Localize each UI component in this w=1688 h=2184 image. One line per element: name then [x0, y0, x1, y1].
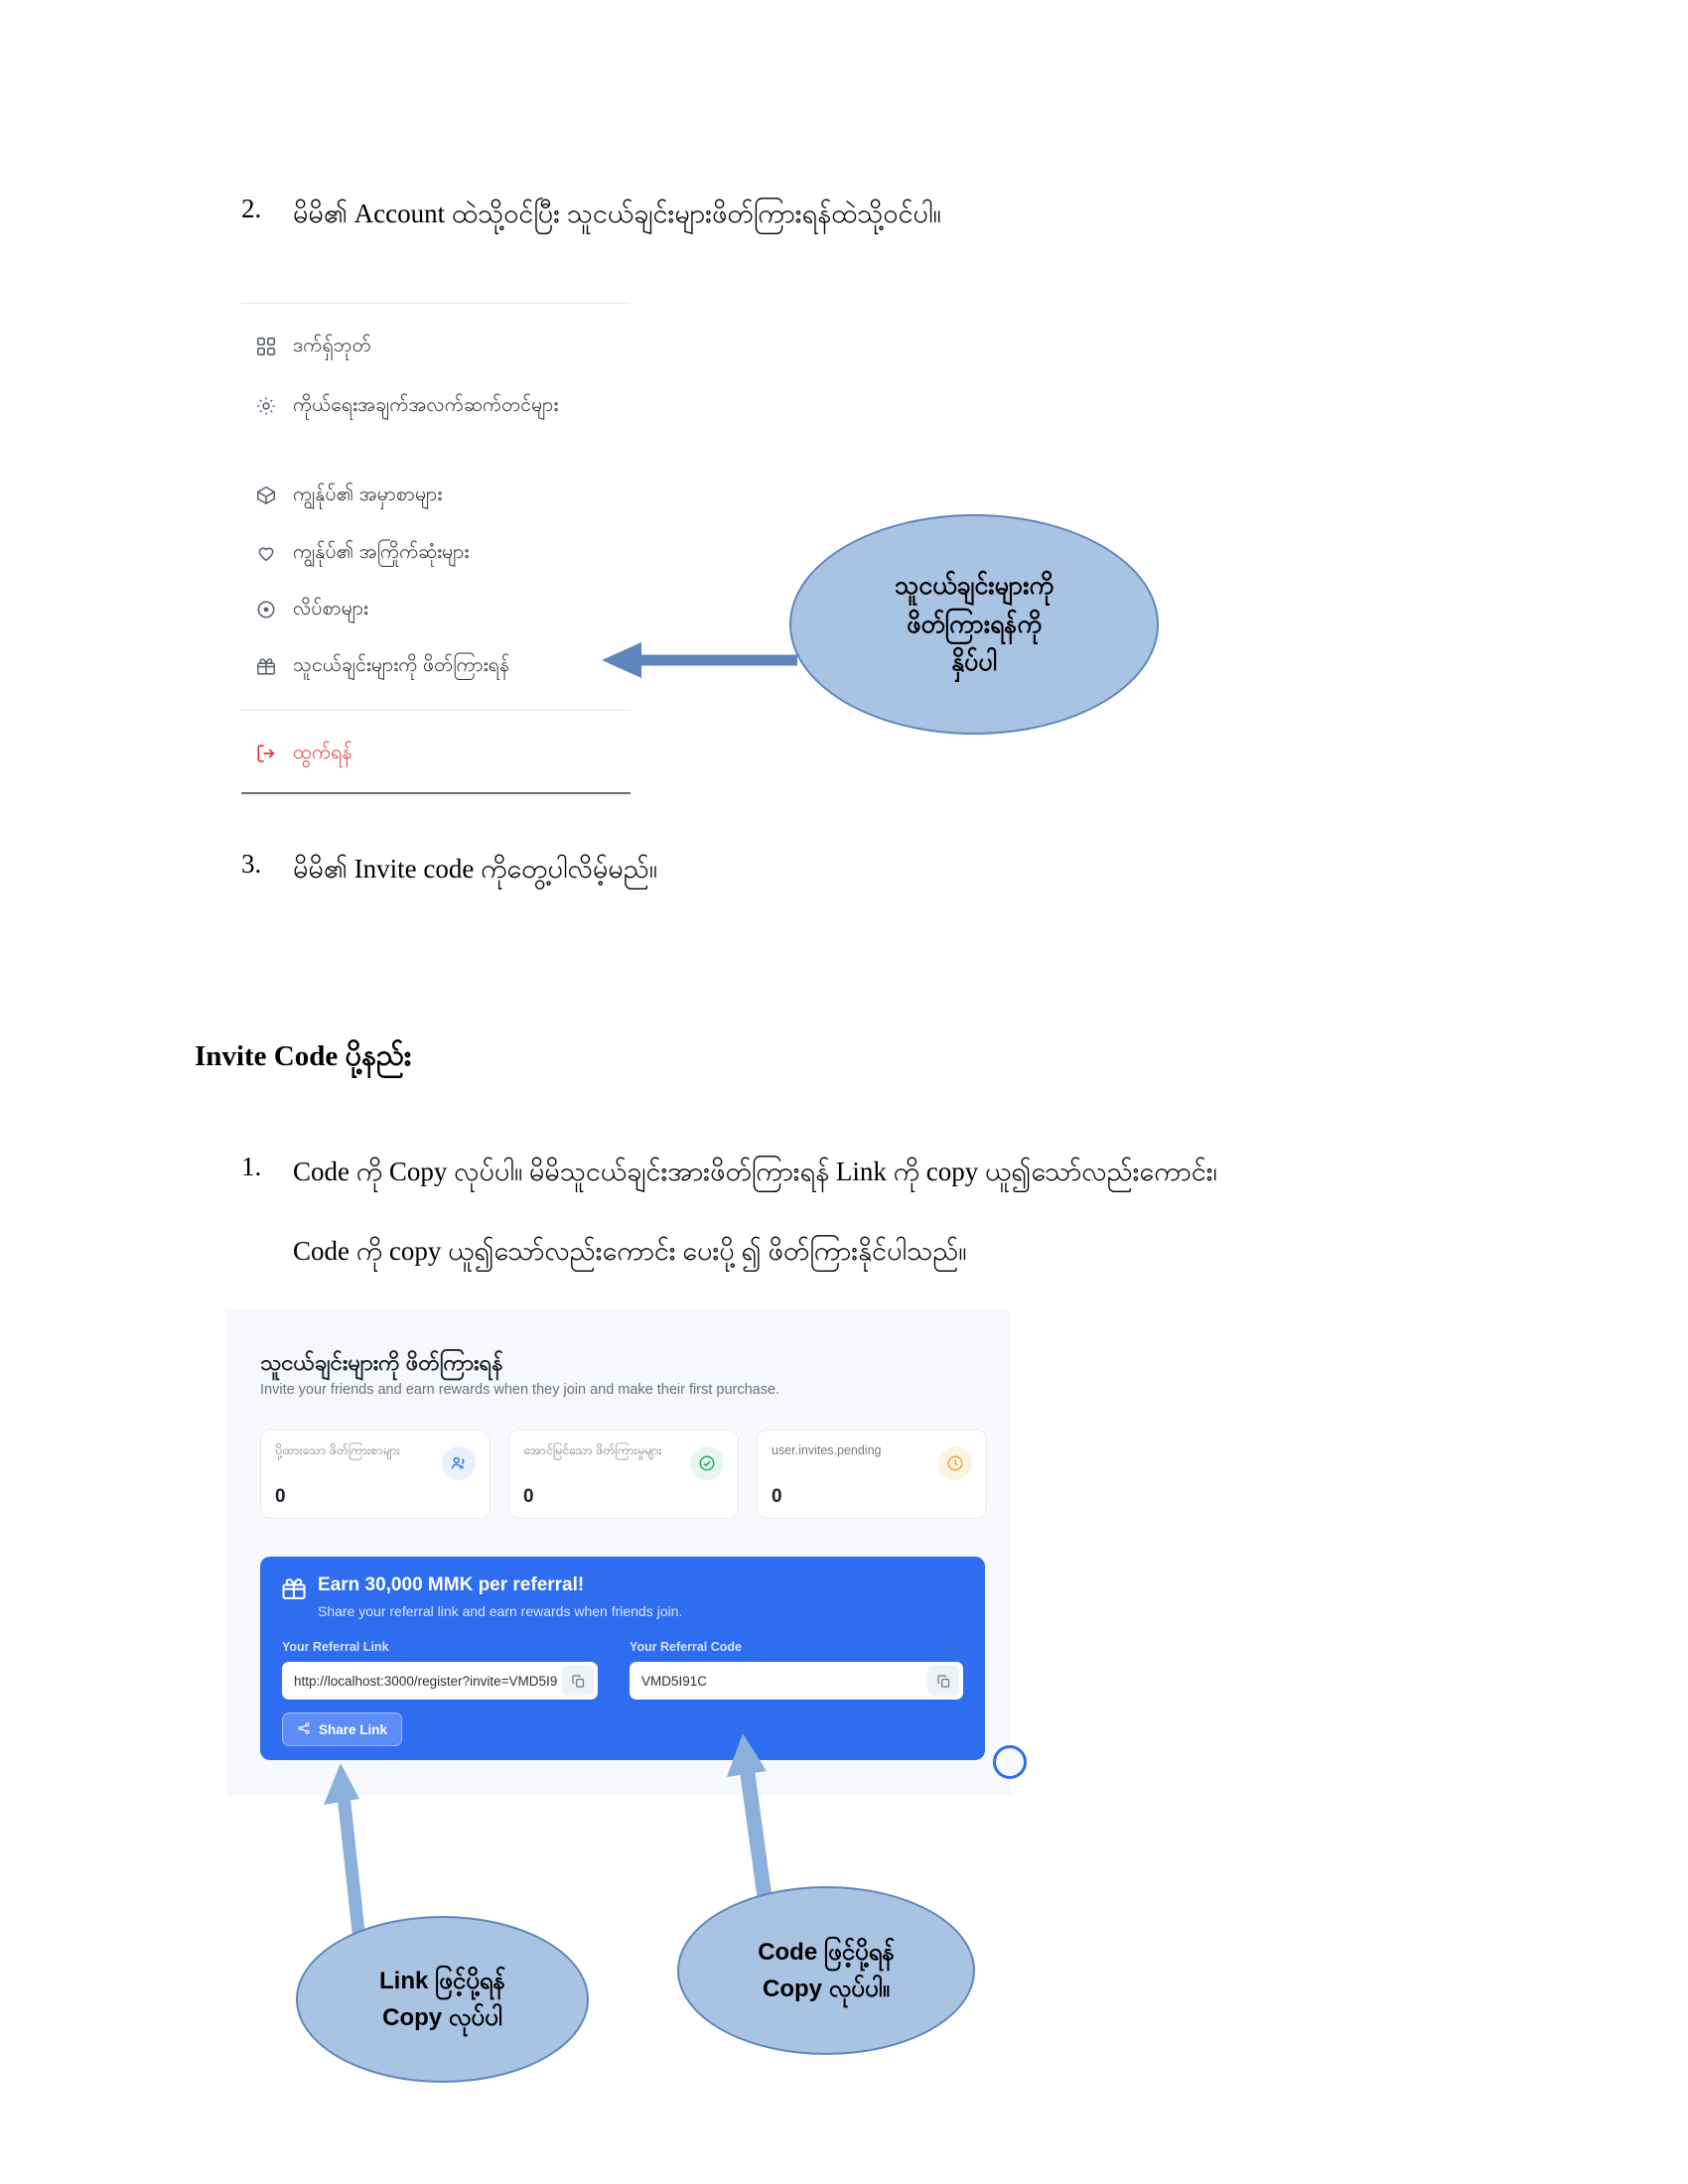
banner-title: Earn 30,000 MMK per referral! [318, 1574, 585, 1595]
copy-code-button[interactable] [927, 1666, 959, 1696]
share-link-button[interactable] [282, 1712, 402, 1746]
logout-button[interactable] [253, 740, 621, 766]
sidebar-item-my-orders[interactable] [253, 481, 621, 508]
arrow-to-share-link [308, 1757, 387, 1946]
callout-code-line-1: Code ဖြင့်ပို့ရန် [758, 1938, 895, 1966]
gift-icon [280, 1574, 308, 1602]
instruction-number: 1. [241, 1152, 262, 1181]
callout-code-line-2: Copy လုပ်ပါ။ [763, 1976, 890, 2002]
referral-panel-subtitle: Invite your friends and earn rewards when they join and make their first purchase. [260, 1382, 780, 1398]
step-2-number: 2. [241, 194, 262, 223]
sidebar-item-label: ကျွန်ုပ်၏ အကြိုက်ဆုံးများ [293, 541, 470, 563]
location-icon [253, 597, 279, 622]
stat-label: အောင်မြင်သော ဖိတ်ကြားမှုများ [523, 1443, 662, 1457]
stat-label: ပို့ထားသော ဖိတ်ကြားစာများ [275, 1443, 401, 1457]
gift-icon [253, 653, 279, 679]
stat-card-successful [508, 1430, 739, 1519]
referral-link-value: http://localhost:3000/register?invite=VMD5I9 [294, 1673, 558, 1689]
callout-link-line-1: Link ဖြင့်ပို့ရန် [379, 1967, 505, 1994]
share-link-label: Share Link [319, 1721, 388, 1737]
callout-link-line-2: Copy လုပ်ပါ [382, 2004, 502, 2031]
instruction-line-2: Code ကို copy ယူ၍သော်လည်းကောင်း ပေးပို့၍ ဖိတ်ကြားနိုင်ပါသည်။ [293, 1236, 967, 1266]
heart-icon [253, 540, 279, 566]
sidebar-item-profile-settings[interactable] [253, 392, 581, 419]
menu-top-divider [241, 303, 631, 304]
sidebar-item-label: သူငယ်ချင်းများကို ဖိတ်ကြားရန် [293, 654, 510, 676]
referral-code-label: Your Referral Code [630, 1640, 742, 1654]
step-3-text: မိမိ၏ Invite code ကိုတွေ့ပါလိမ့်မည်။ [293, 854, 657, 884]
sidebar-item-addresses[interactable] [253, 596, 621, 622]
stat-value: 0 [523, 1486, 534, 1507]
share-icon [297, 1721, 311, 1738]
callout-invite-friends [789, 514, 1159, 735]
panel-edge-circle [993, 1745, 1027, 1779]
arrow-to-invite-item [594, 640, 802, 680]
referral-banner [260, 1557, 985, 1760]
step-3-number: 3. [241, 849, 262, 879]
dashboard-icon [253, 334, 279, 359]
stat-value: 0 [772, 1486, 782, 1507]
sidebar-item-favourites[interactable] [253, 539, 621, 566]
referral-link-label: Your Referral Link [282, 1640, 389, 1654]
page-heading: Invite Code ပို့နည်း [195, 1040, 412, 1072]
stat-label: user.invites.pending [772, 1443, 882, 1457]
clock-icon [938, 1446, 972, 1480]
banner-subtitle: Share your referral link and earn rewards when friends join. [318, 1603, 683, 1619]
referral-code-value: VMD5I91C [641, 1673, 708, 1689]
referral-link-field[interactable] [282, 1662, 598, 1700]
menu-bottom-divider [241, 792, 631, 794]
referral-panel-title: သူငယ်ချင်းများကို ဖိတ်ကြားရန် [260, 1350, 503, 1375]
menu-divider [241, 710, 631, 711]
gear-icon [253, 393, 279, 419]
instruction-line-1: Code ကို Copy လုပ်ပါ။ မိမိသူငယ်ချင်းအားဖိတ်ကြားရန် Link ကို copy ယူ၍သော်လည်းကောင်း၊ [293, 1157, 1217, 1186]
people-icon [442, 1446, 476, 1480]
sidebar-item-label: ဒက်ရှ်ဘုတ် [293, 335, 371, 356]
check-circle-icon [690, 1446, 724, 1480]
stat-card-sent [260, 1430, 491, 1519]
box-icon [253, 482, 279, 508]
sidebar-item-invite-friends[interactable] [253, 652, 621, 679]
stat-value: 0 [275, 1486, 286, 1507]
step-2-text: မိမိ၏ Account ထဲသို့ဝင်ပြီး သူငယ်ချင်းများဖိတ်ကြားရန်ထဲသို့ဝင်ပါ။ [293, 199, 941, 228]
callout-code-copy [677, 1886, 975, 2055]
copy-link-button[interactable] [562, 1666, 594, 1696]
logout-label: ထွက်ရန် [293, 742, 352, 763]
sidebar-item-label: လိပ်စာများ [293, 598, 368, 619]
sidebar-item-label: ကိုယ်ရေးအချက်အလက်ဆက်တင်များ [293, 394, 559, 416]
callout-text: သူငယ်ချင်းများကို ဖိတ်ကြားရန်ကို နှိပ်ပါ [895, 571, 1054, 677]
referral-code-field[interactable] [630, 1662, 963, 1700]
logout-icon [253, 741, 279, 766]
callout-text [365, 1963, 519, 2036]
callout-link-copy [296, 1916, 589, 2083]
stat-card-pending [757, 1430, 987, 1519]
callout-text [744, 1934, 909, 2007]
sidebar-item-label: ကျွန်ုပ်၏ အမှာစာများ [293, 483, 443, 505]
sidebar-item-dashboard[interactable] [253, 333, 621, 359]
